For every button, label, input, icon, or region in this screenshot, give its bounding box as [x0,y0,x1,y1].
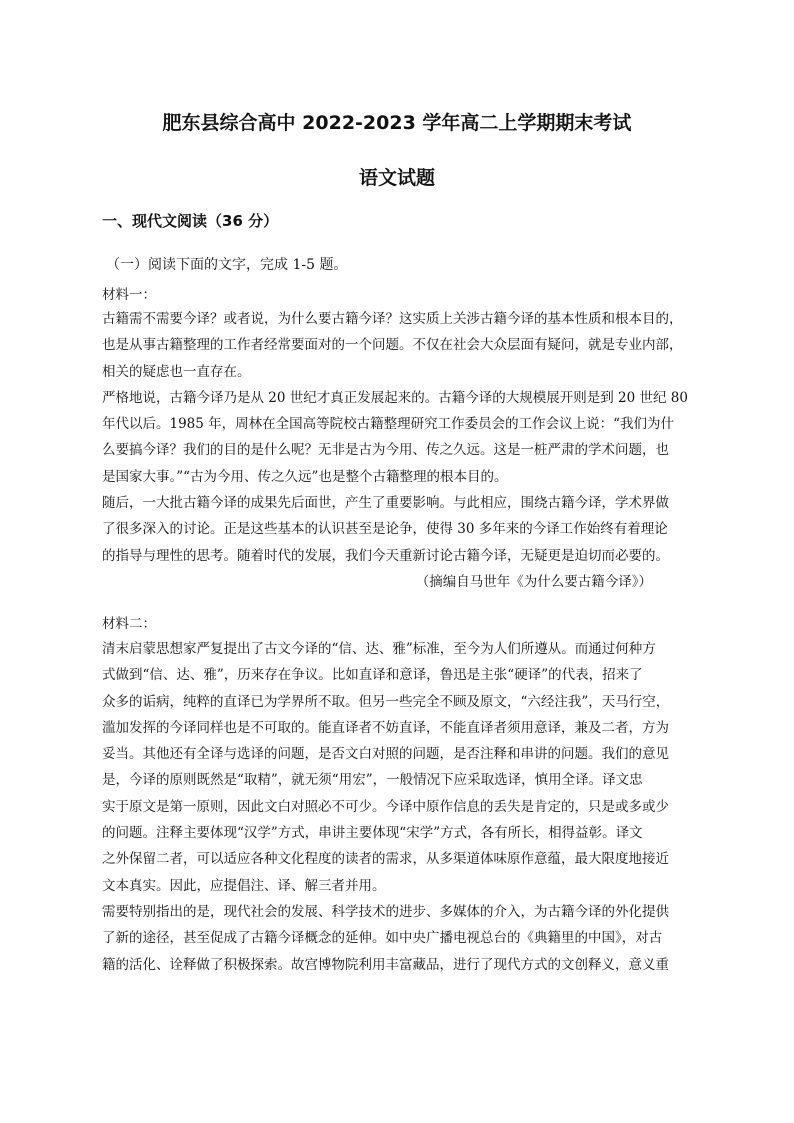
section-heading: 一、现代文阅读（36 分） [102,212,279,230]
material-1-citation: （摘编自马世年《为什么要古籍今译》） [415,573,652,590]
text-line: 相关的疑虑也一直存在。 [102,363,251,380]
text-line: 严格地说，古籍今译乃是从 20 世纪才真正发展起来的。古籍今译的大规模展开则是到 20 世纪 80 [102,389,688,406]
text-line: 实于原文是第一原则，因此文白对照必不可少。今译中原作信息的丢失是肯定的，只是或多或少 [102,798,669,815]
text-line: 的问题。注释主要体现“汉学”方式，串讲主要体现“宋学”方式，各有所长，相得益彰。译文 [102,825,643,842]
subsection-instruction: （一）阅读下面的文字，完成 1-5 题。 [106,257,348,273]
text-line: 了很多深入的讨论。正是这些基本的认识甚至是论争，使得 30 多年来的今译工作始终有着理论 [102,521,668,538]
text-line: 文本真实。因此，应提倡注、译、解三者并用。 [102,877,386,894]
text-line: 是，今译的原则既然是“取精”，就无须“用宏”，一般情况下应采取选译，慎用全译。译文忠 [102,772,643,789]
text-line: 也是从事古籍整理的工作者经常要面对的一个问题。不仅在社会大众层面有疑问，就是专业内部， [102,337,683,354]
text-line: 式做到“信、达、雅”，历来存在争议。比如直译和意译，鲁迅是主张“硬译”的代表，招来了 [102,667,643,684]
text-line: 么要搞今译？我们的目的是什么呢？无非是古为今用、传之久远。这是一桩严肃的学术问题，也 [102,442,669,459]
text-line: 随后，一大批古籍今译的成果先后面世，产生了重要影响。与此相应，围绕古籍今译，学术界做 [102,495,669,512]
text-line: 需要特别指出的是，现代社会的发展、科学技术的进步、多媒体的介入，为古籍今译的外化提供 [102,903,669,920]
text-line: 年代以后。1985 年，周林在全国高等院校古籍整理研究工作委员会的工作会议上说：“我们为什 [102,416,675,433]
material-2-text [102,636,696,978]
text-line: 是国家大事。”“古为今用、传之久远”也是整个古籍整理的根本目的。 [102,468,508,485]
material-2-label: 材料二： [102,616,156,632]
text-line: 妥当。其他还有全译与选译的问题，是否文白对照的问题，是否注释和串讲的问题。我们的意见 [102,746,669,763]
text-line: 滥加发挥的今译同样也是不可取的。能直译者不妨直译，不能直译者须用意译，兼及二者，方为 [102,719,669,736]
text-line: 籍的活化、诠释做了积极探索。故宫博物院利用丰富藏品，进行了现代方式的文创释义，意义重 [102,956,669,973]
exam-title: 肥东县综合高中 2022-2023 学年高二上学期期末考试 [162,112,632,134]
text-line: 的指导与理性的思考。随着时代的发展，我们今天重新讨论古籍今译，无疑更是迫切而必要的。 [102,547,669,564]
text-line: 清末启蒙思想家严复提出了古文今译的“信、达、雅”标准，至今为人们所遵从。而通过何种方 [102,641,656,657]
material-1-text [102,306,696,595]
text-line: 众多的诟病，纯粹的直译已为学界所不取。但另一些完全不顾及原文，“六经注我”，天马行空， [102,693,670,710]
material-1-label: 材料一： [102,287,156,303]
text-line: 了新的途径，甚至促成了古籍今译概念的延伸。如中央广播电视总台的《典籍里的中国》，对古 [102,930,663,947]
text-line: 之外保留二者，可以适应各种文化程度的读者的需求，从多渠道体味原作意蕴，最大限度地接近 [102,851,669,868]
text-line: 古籍需不需要今译？或者说，为什么要古籍今译？这实质上关涉古籍今译的基本性质和根本目的， [102,311,683,327]
subject-title: 语文试题 [358,167,435,189]
